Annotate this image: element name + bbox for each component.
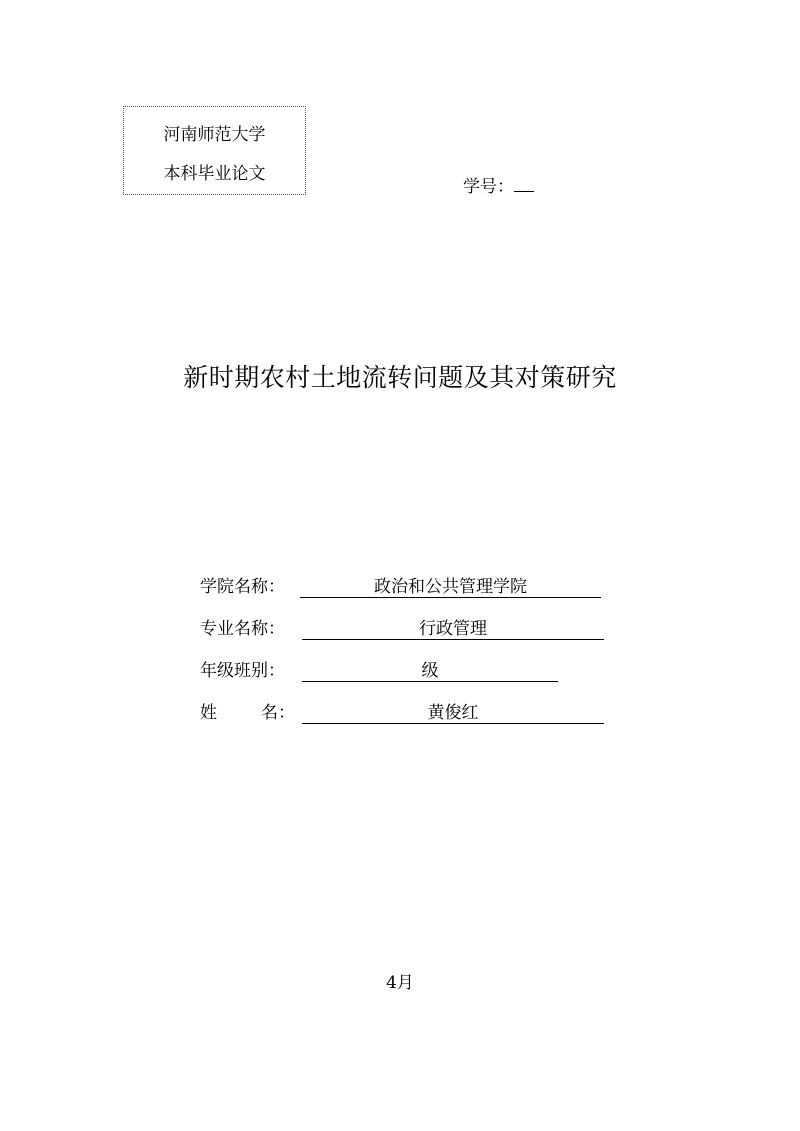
grade-class-label: 年级班别： (200, 661, 285, 681)
college-label: 学院名称： (200, 577, 285, 597)
thesis-type: 本科毕业论文 (163, 164, 266, 184)
grade-class-value: 级 (302, 660, 558, 682)
thesis-title: 新时期农村土地流转问题及其对策研究 (183, 363, 617, 392)
college-value: 政治和公共管理学院 (300, 576, 601, 598)
student-number-value (514, 174, 534, 192)
student-number-label: 学号： (463, 177, 514, 197)
major-label: 专业名称： (200, 619, 285, 639)
university-stamp-box (123, 106, 306, 195)
submission-date: 4月 (386, 973, 414, 993)
student-number (463, 174, 534, 198)
name-label-part2: 名： (261, 703, 295, 723)
name-label (200, 702, 295, 724)
name-label-part1: 姓 (200, 703, 217, 723)
major-value: 行政管理 (302, 618, 604, 640)
university-name: 河南师范大学 (163, 125, 266, 145)
name-value: 黄俊红 (302, 702, 604, 724)
